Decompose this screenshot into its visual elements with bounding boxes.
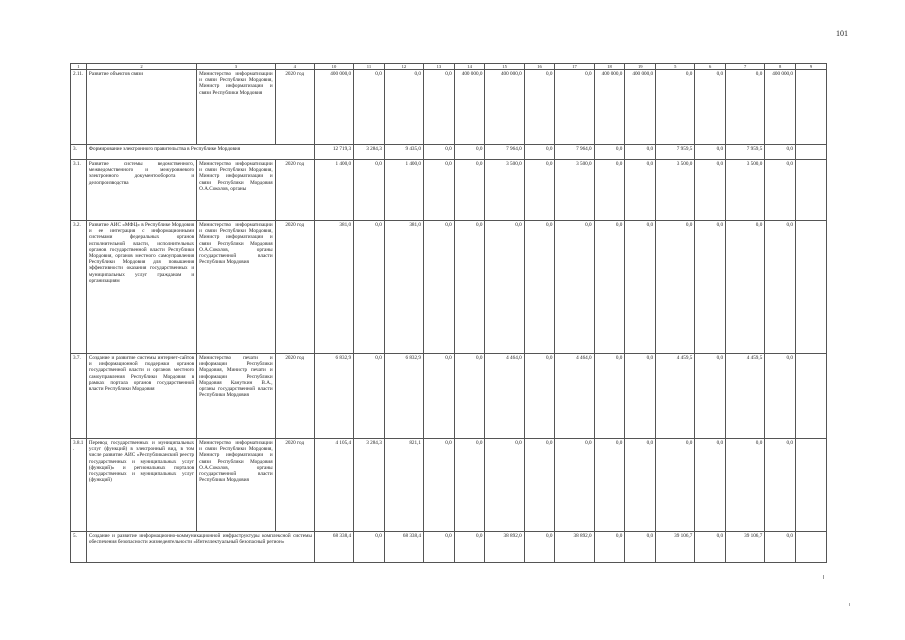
value-cell: 0,0 bbox=[454, 439, 485, 532]
row-executor: Министерство информатизации и связи Республики Мордовия, Министр информатизации и связи Республики Мордовия bbox=[197, 70, 275, 145]
value-cell: 0,0 bbox=[524, 70, 555, 145]
value-cell: 7 959,5 bbox=[726, 145, 765, 160]
value-cell: 3 284,3 bbox=[354, 439, 385, 532]
value-cell: 0,0 bbox=[524, 354, 555, 439]
value-cell: 0,0 bbox=[424, 160, 455, 221]
header-cell: 5 bbox=[656, 64, 695, 70]
value-cell: 0,0 bbox=[656, 221, 695, 354]
value-cell: 0,0 bbox=[555, 439, 594, 532]
value-cell: 9 435,0 bbox=[384, 145, 423, 160]
value-cell: 0,0 bbox=[555, 70, 594, 145]
header-cell: 11 bbox=[354, 64, 385, 70]
row-executor: Министерство печати и информации Республики Мордовия, Министр печати и информации Республики Мордовия Кануткин В.А., органы государственной власти Республики Мордовия bbox=[197, 354, 275, 439]
value-cell: 0,0 bbox=[765, 439, 796, 532]
value-cell: 0,0 bbox=[354, 70, 385, 145]
row-number: 2.11. bbox=[71, 70, 87, 145]
value-cell: 39 106,7 bbox=[656, 532, 695, 563]
value-cell: 7 964,0 bbox=[485, 145, 524, 160]
row-executor: Министерство информатизации и связи Республики Мордовия, Министр информатизации и связи Республики Мордовия О.А.Соколов, органы bbox=[197, 160, 275, 221]
value-cell bbox=[796, 532, 827, 563]
value-cell: 400 000,0 bbox=[765, 70, 796, 145]
value-cell: 0,0 bbox=[695, 532, 726, 563]
value-cell: 68 338,4 bbox=[314, 532, 353, 563]
table-row bbox=[71, 145, 827, 160]
value-cell bbox=[796, 160, 827, 221]
value-cell: 0,0 bbox=[454, 160, 485, 221]
value-cell: 0,0 bbox=[354, 160, 385, 221]
value-cell: 0,0 bbox=[354, 532, 385, 563]
value-cell: 0,0 bbox=[695, 160, 726, 221]
value-cell: 3 500,0 bbox=[726, 160, 765, 221]
header-cell: 19 bbox=[625, 64, 656, 70]
value-cell: 0,0 bbox=[454, 354, 485, 439]
header-cell: 1 bbox=[71, 64, 87, 70]
value-cell: 0,0 bbox=[726, 221, 765, 354]
header-cell: 10 bbox=[314, 64, 353, 70]
row-executor: Министерство информатизации и связи Республики Мордовия, Министр информатизации и связи Республики Мордовия О.А.Соколов, органы государственной власти Республики Мордовия bbox=[197, 439, 275, 532]
value-cell: 381,0 bbox=[384, 221, 423, 354]
budget-table bbox=[70, 63, 827, 563]
value-cell: 0,0 bbox=[726, 70, 765, 145]
row-name: Развитие АИС «МФЦ» в Республике Мордовия и ее интеграция с информационными системами федеральных органов исполнительной власти, исполнительных органов государственной власти Республики Мордовия, органов местного самоуправления Республики Мордовия для повышения эффективности оказания государственных и муниципальных услуг гражданам и организациям bbox=[86, 221, 196, 354]
header-cell: 15 bbox=[485, 64, 524, 70]
value-cell: 0,0 bbox=[485, 439, 524, 532]
value-cell: 1 400,0 bbox=[384, 160, 423, 221]
value-cell: 4 105,4 bbox=[314, 439, 353, 532]
value-cell: 0,0 bbox=[524, 145, 555, 160]
header-cell: 7 bbox=[726, 64, 765, 70]
value-cell: 0,0 bbox=[424, 532, 455, 563]
value-cell: 381,0 bbox=[314, 221, 353, 354]
value-cell: 0,0 bbox=[354, 354, 385, 439]
value-cell: 0,0 bbox=[424, 70, 455, 145]
value-cell: 3 500,0 bbox=[656, 160, 695, 221]
value-cell: 0,0 bbox=[454, 532, 485, 563]
row-year: 2020 год bbox=[275, 354, 314, 439]
scan-mark bbox=[823, 575, 824, 579]
value-cell: 0,0 bbox=[656, 439, 695, 532]
value-cell: 0,0 bbox=[625, 145, 656, 160]
value-cell: 38 892,0 bbox=[555, 532, 594, 563]
value-cell: 0,0 bbox=[594, 145, 625, 160]
value-cell: 12 719,3 bbox=[314, 145, 353, 160]
value-cell: 0,0 bbox=[524, 532, 555, 563]
header-cell: 14 bbox=[454, 64, 485, 70]
value-cell bbox=[796, 70, 827, 145]
value-cell: 0,0 bbox=[594, 439, 625, 532]
header-cell: 4 bbox=[275, 64, 314, 70]
value-cell: 6 832,9 bbox=[314, 354, 353, 439]
table-row bbox=[71, 70, 827, 145]
row-name: Развитие системы ведомственного, межведомственного и межуровневого электронного документооборота и делопроизводства bbox=[86, 160, 196, 221]
value-cell: 0,0 bbox=[594, 532, 625, 563]
table-row bbox=[71, 532, 827, 563]
value-cell: 0,0 bbox=[695, 70, 726, 145]
value-cell: 400 000,0 bbox=[314, 70, 353, 145]
value-cell: 0,0 bbox=[656, 70, 695, 145]
value-cell: 0,0 bbox=[454, 145, 485, 160]
header-cell: 6 bbox=[695, 64, 726, 70]
value-cell bbox=[796, 145, 827, 160]
value-cell: 0,0 bbox=[625, 160, 656, 221]
page-number: 101 bbox=[836, 29, 848, 38]
value-cell: 0,0 bbox=[424, 354, 455, 439]
table-row bbox=[71, 160, 827, 221]
value-cell: 0,0 bbox=[555, 221, 594, 354]
value-cell: 0,0 bbox=[695, 145, 726, 160]
value-cell: 1 400,0 bbox=[314, 160, 353, 221]
row-number: 3.1. bbox=[71, 160, 87, 221]
table-row bbox=[71, 354, 827, 439]
header-cell: 13 bbox=[424, 64, 455, 70]
value-cell: 4 459,5 bbox=[656, 354, 695, 439]
value-cell: 0,0 bbox=[524, 439, 555, 532]
row-name: Перевод государственных и муниципальных услуг (функций) в электронный вид, в том числе развитие АИС «Республиканский реестр государственных и муниципальных услуг (функций)» и региональных порталов государственных и муниципальных услуг (функций) bbox=[86, 439, 196, 532]
value-cell: 0,0 bbox=[625, 532, 656, 563]
table-row bbox=[71, 439, 827, 532]
value-cell: 0,0 bbox=[485, 221, 524, 354]
value-cell: 0,0 bbox=[695, 221, 726, 354]
value-cell: 400 000,0 bbox=[594, 70, 625, 145]
value-cell: 0,0 bbox=[524, 160, 555, 221]
value-cell: 0,0 bbox=[765, 532, 796, 563]
value-cell: 3 284,3 bbox=[354, 145, 385, 160]
value-cell: 0,0 bbox=[424, 221, 455, 354]
header-cell: 9 bbox=[796, 64, 827, 70]
value-cell: 821,1 bbox=[384, 439, 423, 532]
value-cell: 0,0 bbox=[765, 221, 796, 354]
value-cell: 0,0 bbox=[695, 354, 726, 439]
row-year: 2020 год bbox=[275, 160, 314, 221]
table-row bbox=[71, 221, 827, 354]
value-cell: 0,0 bbox=[625, 439, 656, 532]
header-cell: 8 bbox=[765, 64, 796, 70]
header-cell: 17 bbox=[555, 64, 594, 70]
value-cell: 68 338,4 bbox=[384, 532, 423, 563]
row-number: 3.7. bbox=[71, 354, 87, 439]
value-cell: 4 459,5 bbox=[726, 354, 765, 439]
row-year: 2020 год bbox=[275, 439, 314, 532]
value-cell: 0,0 bbox=[594, 221, 625, 354]
row-number: 3.8.1. bbox=[71, 439, 87, 532]
value-cell: 3 500,0 bbox=[485, 160, 524, 221]
value-cell: 0,0 bbox=[354, 221, 385, 354]
value-cell: 0,0 bbox=[524, 221, 555, 354]
value-cell: 0,0 bbox=[765, 160, 796, 221]
row-number: 3.2. bbox=[71, 221, 87, 354]
header-cell: 18 bbox=[594, 64, 625, 70]
value-cell: 0,0 bbox=[454, 221, 485, 354]
value-cell: 0,0 bbox=[695, 439, 726, 532]
value-cell bbox=[796, 439, 827, 532]
header-cell: 16 bbox=[524, 64, 555, 70]
value-cell: 0,0 bbox=[625, 221, 656, 354]
value-cell: 4 464,0 bbox=[485, 354, 524, 439]
value-cell: 0,0 bbox=[594, 354, 625, 439]
row-number: 3. bbox=[71, 145, 87, 160]
value-cell: 6 832,9 bbox=[384, 354, 423, 439]
value-cell: 0,0 bbox=[424, 439, 455, 532]
row-year: 2020 год bbox=[275, 221, 314, 354]
value-cell: 3 500,0 bbox=[555, 160, 594, 221]
value-cell bbox=[796, 221, 827, 354]
value-cell: 0,0 bbox=[384, 70, 423, 145]
value-cell: 0,0 bbox=[594, 160, 625, 221]
value-cell: 39 106,7 bbox=[726, 532, 765, 563]
value-cell: 400 000,0 bbox=[625, 70, 656, 145]
value-cell: 7 964,0 bbox=[555, 145, 594, 160]
value-cell: 0,0 bbox=[726, 439, 765, 532]
header-cell: 12 bbox=[384, 64, 423, 70]
value-cell: 400 000,0 bbox=[485, 70, 524, 145]
header-cell: 2 bbox=[86, 64, 196, 70]
value-cell: 0,0 bbox=[625, 354, 656, 439]
header-cell: 3 bbox=[197, 64, 275, 70]
row-executor: Министерство информатизации и связи Республики Мордовия, Министр информатизации и связи Республики Мордовия О.А.Соколов, органы государственной власти Республики Мордовия bbox=[197, 221, 275, 354]
value-cell: 7 959,5 bbox=[656, 145, 695, 160]
row-name: Развитие объектов связи bbox=[86, 70, 196, 145]
row-number: 5. bbox=[71, 532, 87, 563]
value-cell: 4 464,0 bbox=[555, 354, 594, 439]
scan-mark bbox=[849, 603, 850, 606]
row-name: Создание и развитие системы интернет-сайтов и информационной поддержки органов государственной власти и органов местного самоуправления Республики Мордовия в рамках портала органов государственной власти Республики Мордовия bbox=[86, 354, 196, 439]
row-name-merged: Формирование электронного правительства в Республике Мордовия bbox=[86, 145, 314, 160]
value-cell bbox=[796, 354, 827, 439]
row-year: 2020 год bbox=[275, 70, 314, 145]
value-cell: 38 892,0 bbox=[485, 532, 524, 563]
value-cell: 0,0 bbox=[765, 145, 796, 160]
value-cell: 400 000,0 bbox=[454, 70, 485, 145]
row-name-merged: Создание и развитие информационно-коммуникационной инфраструктуры комплексной системы обеспечения безопасности жизнедеятельности «Интеллектуальный безопасный регион» bbox=[86, 532, 314, 563]
value-cell: 0,0 bbox=[424, 145, 455, 160]
value-cell: 0,0 bbox=[765, 354, 796, 439]
